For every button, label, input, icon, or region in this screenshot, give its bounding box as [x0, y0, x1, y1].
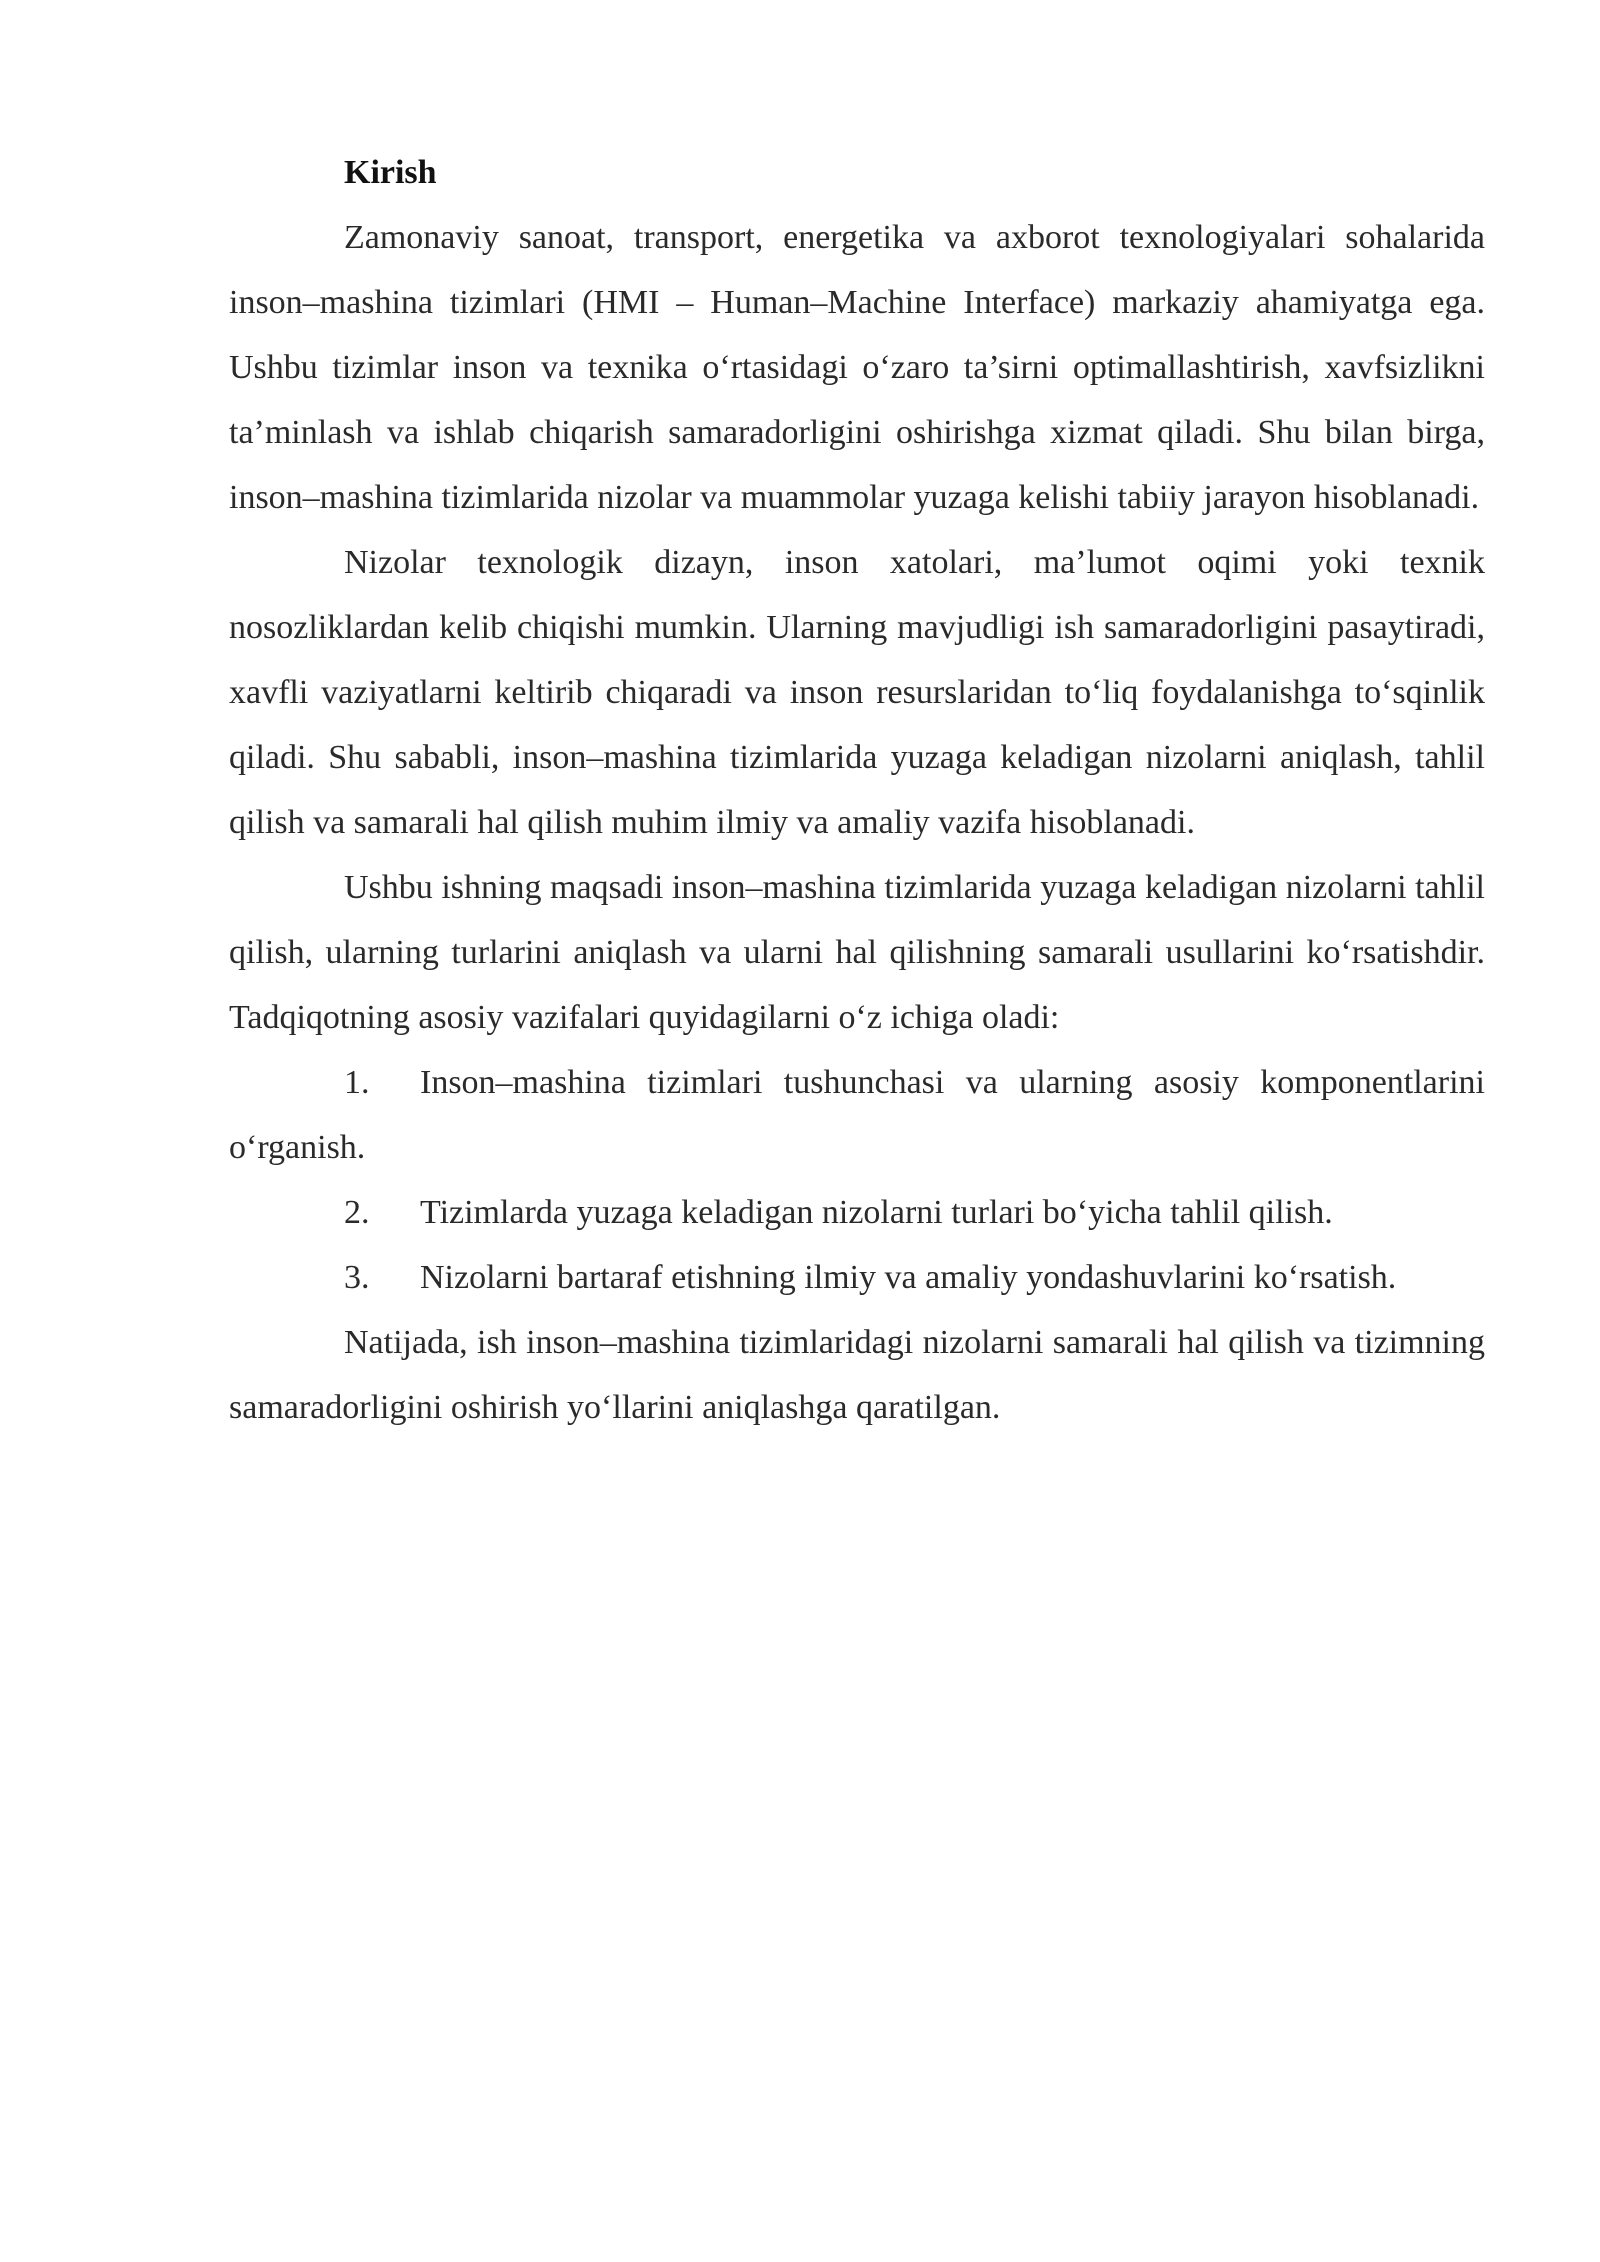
list-item-text: Tizimlarda yuzaga keladigan nizolarni turlari bo‘yicha tahlil qilish.	[420, 1194, 1333, 1231]
numbered-list-item	[229, 1050, 1485, 1180]
list-item-number: 1.	[344, 1064, 370, 1101]
conclusion-paragraph: Natijada, ish inson–mashina tizimlaridagi nizolarni samarali hal qilish va tizimning samaradorligini oshirish yo‘llarini aniqlashga qaratilgan.	[229, 1324, 1485, 1426]
list-item-text: Nizolarni bartaraf etishning ilmiy va amaliy yondashuvlarini ko‘rsatish.	[420, 1259, 1397, 1296]
section-heading: Kirish	[344, 154, 437, 191]
paragraph: Zamonaviy sanoat, transport, energetika va axborot texnologiyalari sohalarida inson–mashina tizimlari (HMI – Human–Machine Interface) markaziy ahamiyatga ega. Ushbu tizimlar inson va texnika o‘rtasidagi o‘zaro ta’sirni optimallashtirish, xavfsizlikni ta’minlash va ishlab chiqarish samaradorligini oshirishga xizmat qiladi. Shu bilan birga, inson–mashina tizimlarida nizolar va muammolar yuzaga kelishi tabiiy jarayon hisoblanadi.	[229, 219, 1485, 516]
paragraph: Nizolar texnologik dizayn, inson xatolari, ma’lumot oqimi yoki texnik nosozliklardan kelib chiqishi mumkin. Ularning mavjudligi ish samaradorligini pasaytiradi, xavfli vaziyatlarni keltirib chiqaradi va inson resurslaridan to‘liq foydalanishga to‘sqinlik qiladi. Shu sababli, inson–mashina tizimlarida yuzaga keladigan nizolarni aniqlash, tahlil qilish va samarali hal qilish muhim ilmiy va amaliy vazifa hisoblanadi.	[229, 544, 1485, 841]
document-body	[229, 140, 1485, 1440]
list-item-text: Inson–mashina tizimlari tushunchasi va ularning asosiy komponentlarini o‘rganish.	[229, 1064, 1485, 1166]
list-item-number: 3.	[344, 1259, 370, 1296]
numbered-list-item	[229, 1245, 1485, 1310]
paragraph: Ushbu ishning maqsadi inson–mashina tizimlarida yuzaga keladigan nizolarni tahlil qilish, ularning turlarini aniqlash va ularni hal qilishning samarali usullarini ko‘rsatishdir. Tadqiqotning asosiy vazifalari quyidagilarni o‘z ichiga oladi:	[229, 869, 1485, 1036]
numbered-list-item	[229, 1180, 1485, 1245]
list-item-number: 2.	[344, 1194, 370, 1231]
